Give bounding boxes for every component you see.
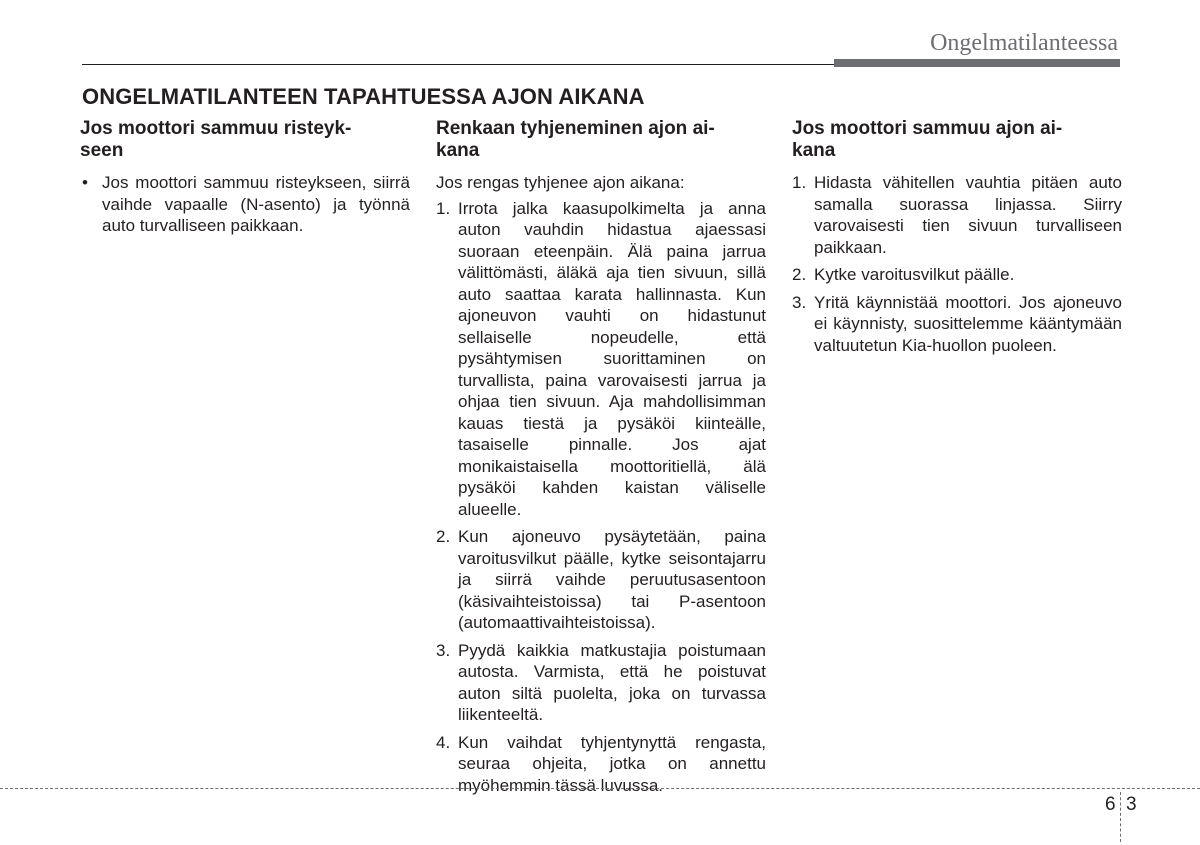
section-title: ONGELMATILANTEEN TAPAHTUESSA AJON AIKANA (82, 84, 645, 109)
list-item (792, 292, 1122, 357)
list-item (436, 526, 766, 634)
running-header: Ongelmatilanteessa (930, 30, 1118, 56)
header-rule (82, 64, 834, 65)
list-item (792, 264, 1122, 286)
page-number: 3 (1126, 794, 1137, 815)
list-item-text: Yritä käynnistää moottori. Jos ajoneuvo ei käynnisty, suosittelemme kääntymään valtuutetun Kia-huollon puoleen. (814, 292, 1122, 355)
intro-text: Jos rengas tyhjenee ajon aikana: (436, 173, 685, 192)
list-item (436, 732, 766, 797)
step-number: 1. (792, 173, 807, 192)
list-item-text: Hidasta vähitellen vauhtia pitäen auto samalla suorassa linjassa. Siirry varovaisesti tien sivuun turvalliseen paikkaan. (814, 173, 1122, 257)
step-number: 2. (792, 265, 807, 284)
bullet-list (80, 172, 410, 237)
list-item-text: Pyydä kaikkia matkustajia poistumaan autosta. Varmista, että he poistuvat auton siltä puolelta, joka on turvassa liikenteeltä. (458, 640, 766, 724)
step-number: 3. (792, 292, 807, 312)
list-item (436, 640, 766, 726)
column-engine-stall-driving (792, 118, 1122, 362)
header-accent-bar (834, 59, 1120, 67)
list-item-text: Kun vaihdat tyhjentynyttä rengasta, seuraa ohjeita, jotka on annettu myöhemmin tässä luvussa. (458, 732, 766, 795)
list-item (436, 198, 766, 521)
step-number: 1. (436, 198, 451, 218)
heading-line: seen (80, 140, 124, 161)
list-item-text: Irrota jalka kaasupolkimelta ja anna auton vauhdin hidastua ajaessasi suoraan eteenpäin. Älä paina jarrua välittömästi, äläkä aja tien sivuun, sillä auto saattaa karata hallinnasta. Kun ajoneuvon vauhti on hidastunut sellaiselle nopeudelle, että pysähtymisen suorittaminen on turvallista, paina varovaisesti jarrua ja ohjaa tien sivuun. Aja mahdollisimman kauas tiestä ja pysäköi kiinteälle, tasaiselle pinnalle. Jos ajat monikaistaisella moottoritiellä, älä pysäköi kahden kaistan väliselle alueelle. (458, 198, 766, 519)
heading-line: Jos moottori sammuu risteyk- (80, 118, 352, 139)
footer-rule (0, 788, 1200, 789)
numbered-list (436, 198, 766, 797)
column-heading (80, 118, 410, 162)
heading-line: Renkaan tyhjeneminen ajon ai- (436, 118, 715, 139)
heading-line: kana (436, 140, 480, 161)
column-heading (792, 118, 1122, 162)
numbered-list (792, 172, 1122, 356)
chapter-number: 6 (1105, 794, 1116, 815)
list-item-text: Kytke varoitusvilkut päälle. (814, 265, 1015, 284)
page-number-separator (1120, 792, 1121, 842)
column-flat-tire (436, 118, 766, 802)
heading-line: Jos moottori sammuu ajon ai- (792, 118, 1063, 139)
step-number: 2. (436, 527, 451, 546)
column-heading (436, 118, 766, 162)
step-number: 3. (436, 640, 451, 660)
bullet-marker: • (82, 173, 88, 192)
list-item-text: Kun ajoneuvo pysäytetään, paina varoitusvilkut päälle, kytke seisontajarru ja siirrä vaihde peruutusasentoon (käsivaihteistoissa) tai P-asentoon (automaattivaihteistoissa). (458, 527, 766, 632)
list-item (80, 172, 410, 237)
heading-line: kana (792, 140, 836, 161)
column-engine-stall-intersection (80, 118, 410, 243)
list-item-text: Jos moottori sammuu risteykseen, siirrä vaihde vapaalle (N-asento) ja työnnä auto turvalliseen paikkaan. (102, 173, 410, 235)
step-number: 4. (436, 732, 451, 752)
list-item (792, 172, 1122, 258)
